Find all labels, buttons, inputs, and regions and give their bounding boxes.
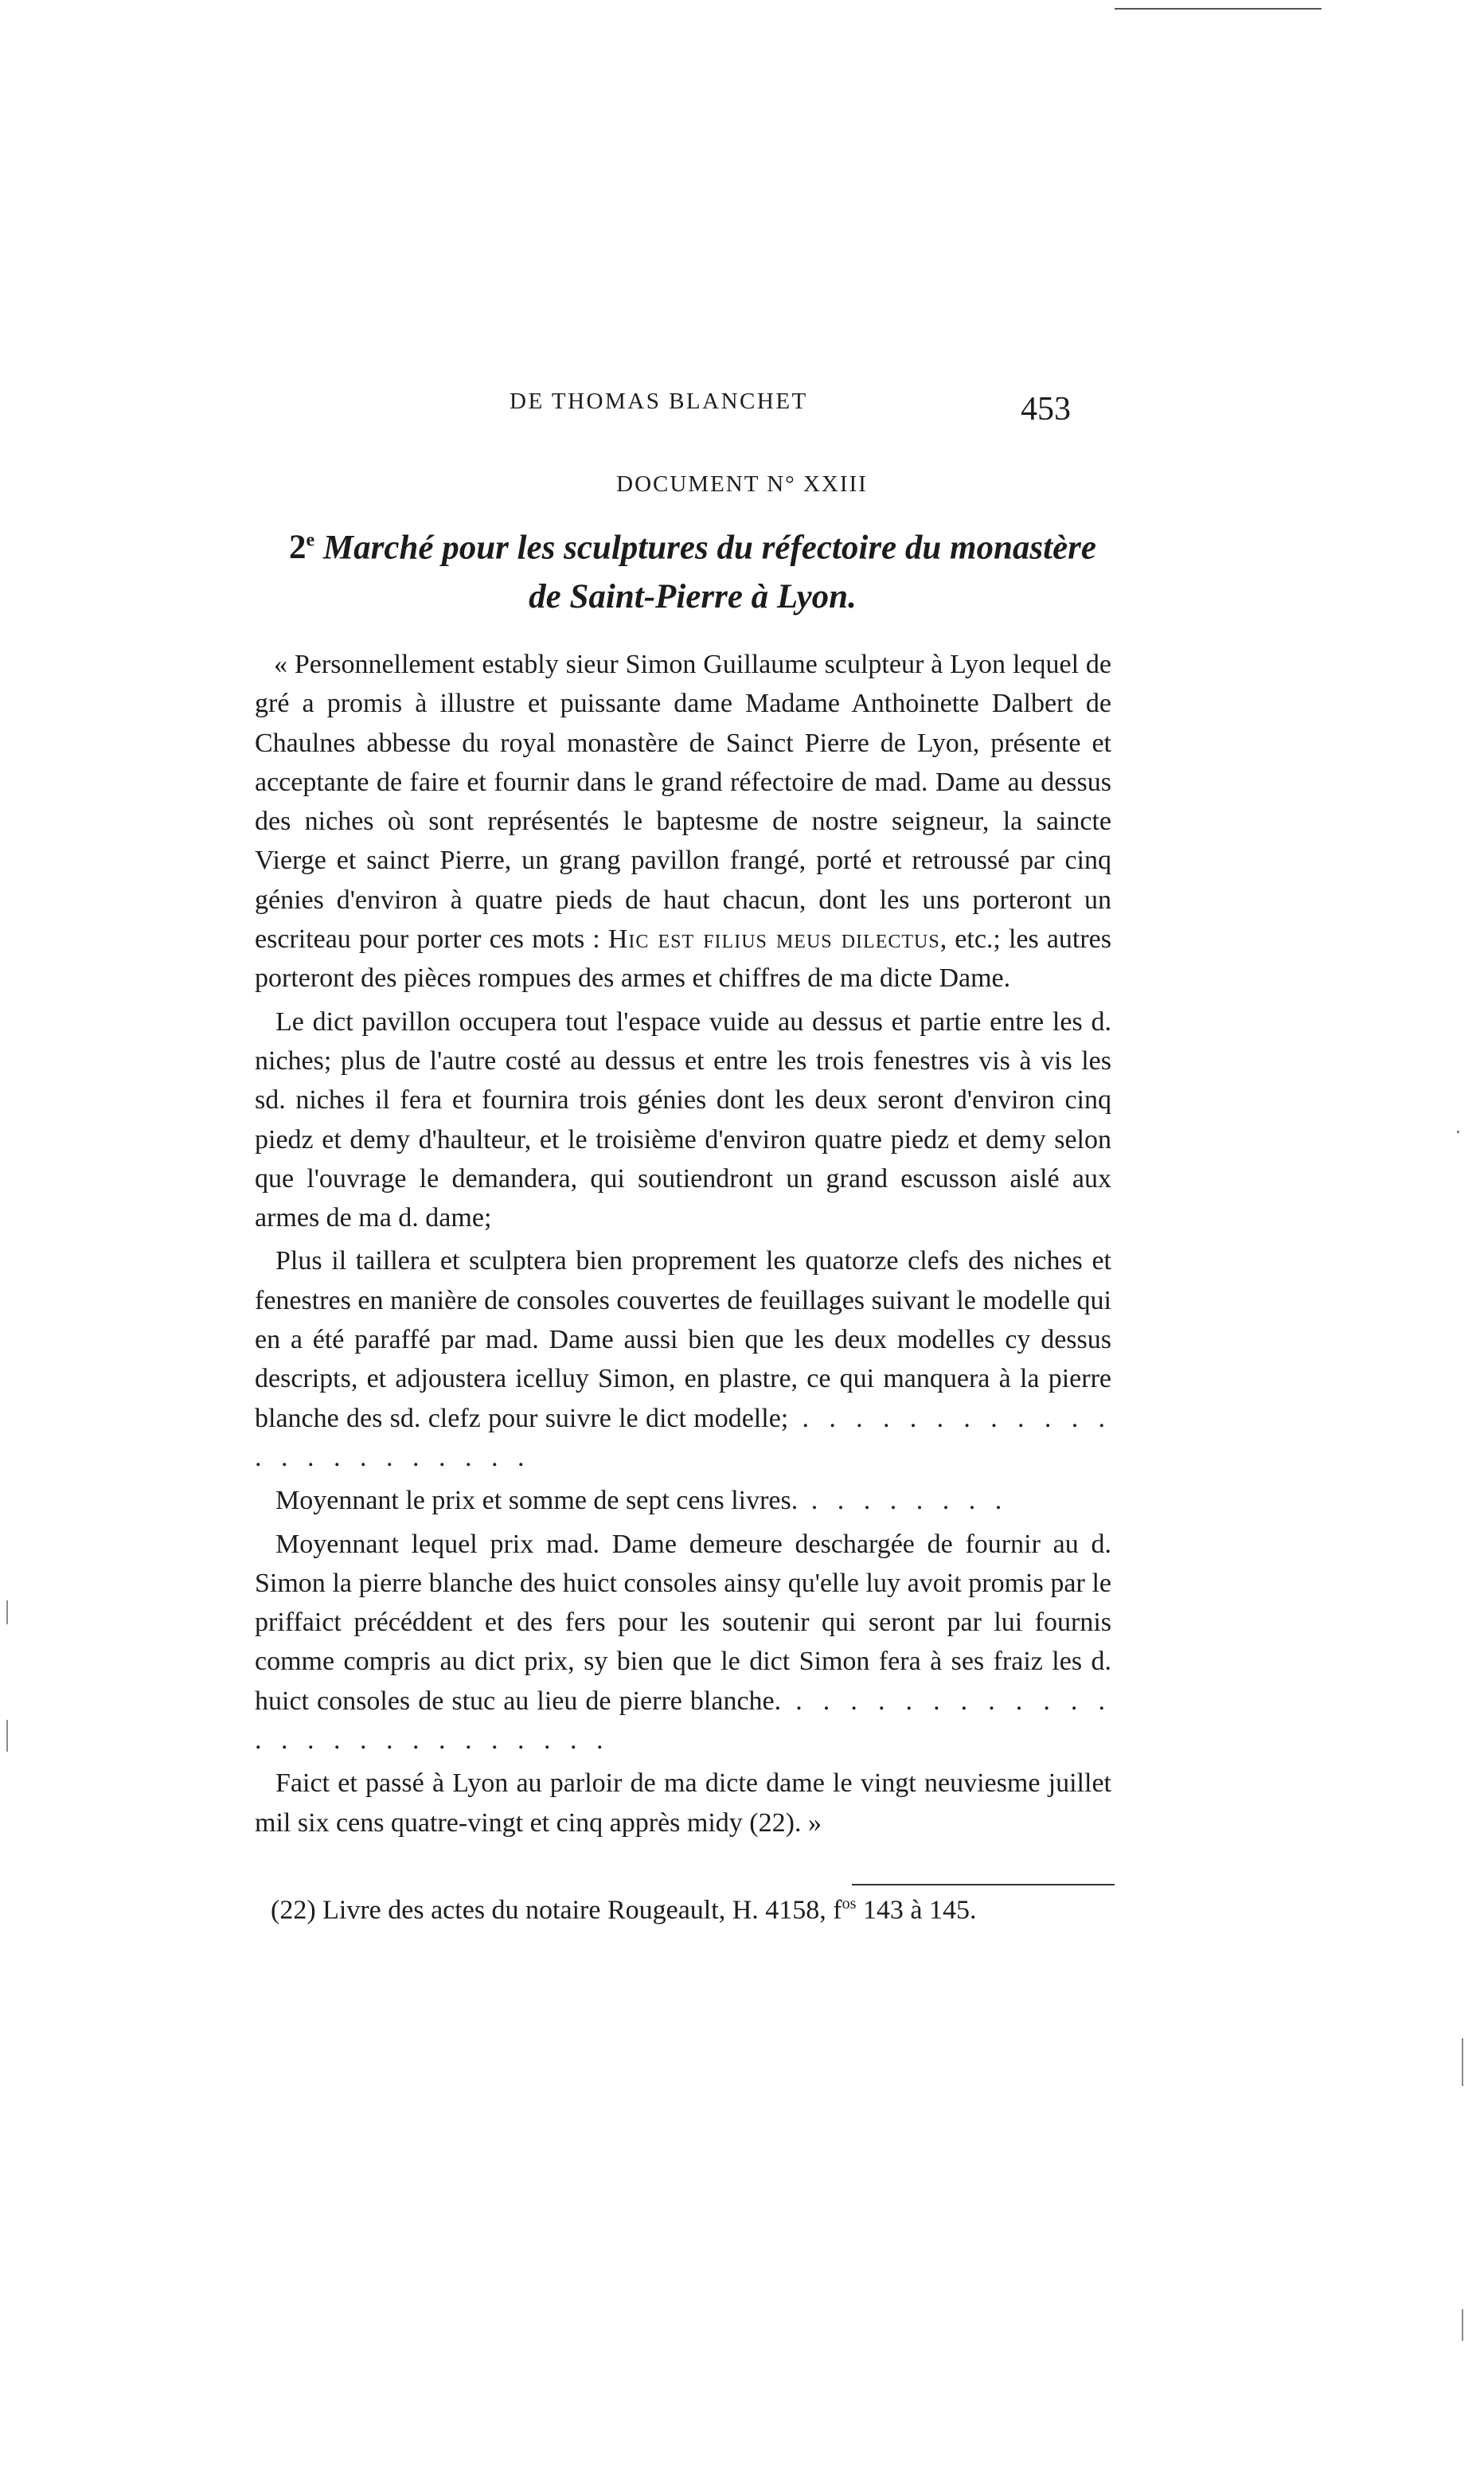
paragraph-1: « Personnellement estably sieur Simon Guillaume sculpteur à Lyon lequel de gré a promis à illustre et puissante dame Madame Anthoinette Dalbert de Chaulnes abbesse du royal monastère de Sainct Pierre de Lyon, présente et acceptante de faire et fournir dans le grand réfectoire de mad. Dame au dessus des niches où sont représentés le baptesme de nostre seigneur, la saincte Vierge et sainct Pierre, un grang pavillon frangé, porté et retroussé par cinq génies d'environ à quatre pieds de haut chacun, dont les uns porteront un escriteau pour porter ces mots : Hic est filius meus dilectus, etc.; les autres porteront des pièces rompues des armes et chiffres de ma dicte Dame. [255, 650, 1111, 994]
paragraph-6: Faict et passé à Lyon au parloir de ma dicte dame le vingt neuviesme juillet mil six cens quatre-vingt et cinq apprès midy (22). » [255, 1768, 1111, 1838]
title-line-2: de Saint-Pierre à Lyon. [529, 578, 857, 616]
title-ordinal: 2e [288, 529, 315, 567]
leader-dots: . . . . . . . . . . . . . . . . . . . . . . . . . . [255, 1686, 1111, 1756]
footnote: (22) Livre des actes du notaire Rougeault, H. 4158, $f^{os}$ 143 à 145. [271, 1895, 977, 1925]
document-number: DOCUMENT N° XXIII [616, 471, 868, 497]
paragraph-5: Moyennant lequel prix mad. Dame demeure deschargée de fournir au d. Simon la pierre blanche des huict consoles ainsy qu'elle luy avoit promis par le priffaict précéddent et des fers pour les soutenir qui seront par lui fournis comme compris au dict prix, sy bien que le dict Simon fera à ses fraiz les d. huict consoles de stuc au lieu de pierre blanche. . . . . . . . . . . . . . . . . . . . . . . . . . . [255, 1529, 1111, 1756]
document-body [255, 645, 1111, 1846]
paragraph-2: Le dict pavillon occupera tout l'espace vuide au dessus et partie entre les d. niches; plus de l'autre costé au dessus et entre les trois fenestres vis à vis les sd. niches il fera et fournira trois génies dont les deux seront d'environ cinq piedz et demy d'haulteur, et le troisième d'environ quatre piedz et demy selon que l'ouvrage le demandera, qui soutiendront un grand escusson aislé aux armes de ma d. dame; [255, 1006, 1111, 1233]
page-number: 453 [1021, 391, 1071, 428]
document-title [263, 516, 1123, 622]
leader-dots: . . . . . . . . [798, 1486, 1009, 1516]
paragraph-4: Moyennant le prix et somme de sept cens livres. . . . . . . . . [275, 1486, 1009, 1516]
leader-dots: . . . . . . . . . . . . . . . . . . . . . . . [255, 1403, 1112, 1472]
scan-margin-mark [1462, 2038, 1463, 2086]
scan-top-rule [1115, 8, 1322, 10]
running-head: DE THOMAS BLANCHET [510, 389, 808, 414]
scan-margin-mark [6, 1600, 8, 1624]
scan-margin-mark [1462, 2309, 1463, 2341]
scan-margin-mark [1457, 1131, 1459, 1133]
latin-quote: Hic est filius meus dilectus [607, 924, 940, 955]
scan-margin-mark [6, 1720, 8, 1752]
footnote-rule [852, 1884, 1115, 1885]
paragraph-3: Plus il taillera et sculptera bien proprement les quatorze clefs des niches et fenestres en manière de consoles couvertes de feuillages suivant le modelle qui en a été paraffé par mad. Dame aussi bien que les deux modelles cy dessus descripts, et adjoustera icelluy Simon, en plastre, ce qui manquera à la pierre blanche des sd. clefz pour suivre le dict modelle; . . . . . . . . . . . . . . . . . . . . . . . [255, 1246, 1112, 1472]
title-line-1: Marché pour les sculptures du réfectoire du monastère [322, 529, 1097, 567]
